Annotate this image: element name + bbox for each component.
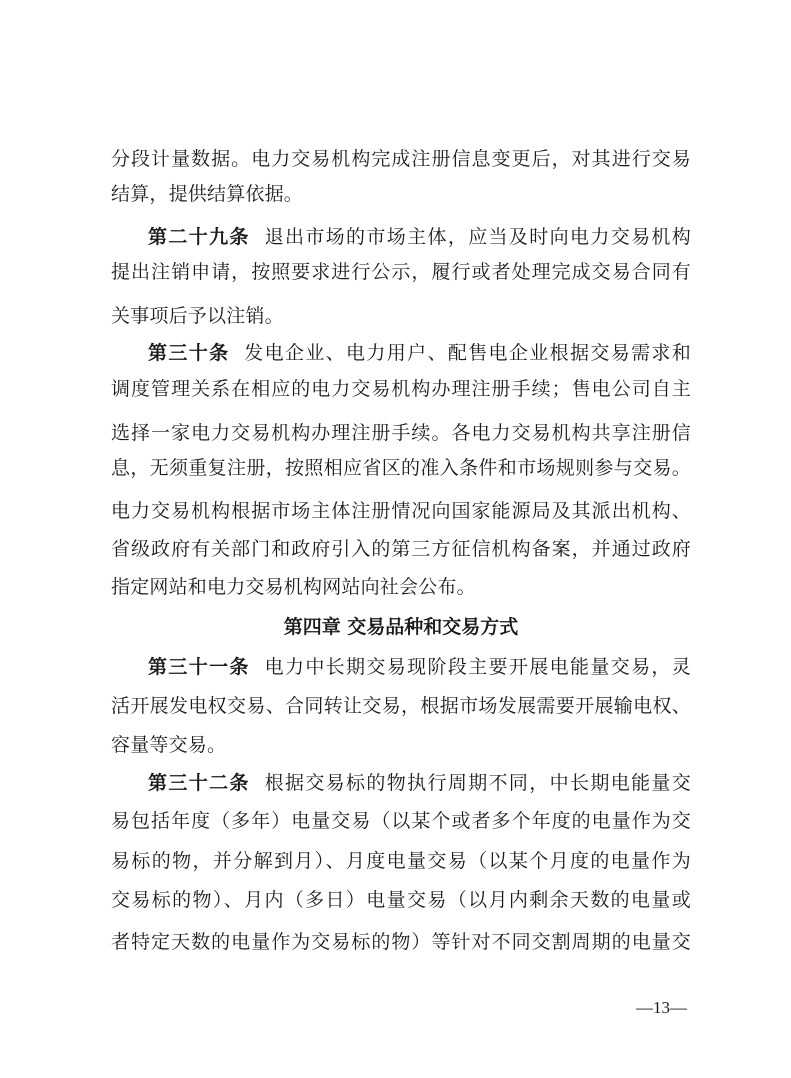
text-line: 根据交易标的物执行周期不同，中长期电能量交 — [264, 772, 691, 794]
article-label: 第三十一条 — [148, 656, 250, 678]
article-label: 第三十条 — [148, 342, 230, 364]
page-number: —13— — [636, 998, 687, 1017]
text-line: 指定网站和电力交易机构网站向社会公布。 — [111, 576, 476, 598]
text-line: 交易标的物）、月内（多日）电量交易（以月内剩余天数的电量或 — [111, 889, 691, 911]
text-line: 容量等交易。 — [111, 734, 227, 756]
text-line: 息，无须重复注册，按照相应省区的准入条件和市场规则参与交易。 — [111, 457, 691, 479]
text-line: 分段计量数据。电力交易机构完成注册信息变更后，对其进行交易 — [111, 148, 691, 170]
text-line: 易标的物，并分解到月）、月度电量交易（以某个月度的电量作为 — [111, 850, 691, 872]
article-label: 第三十二条 — [148, 772, 250, 794]
article-paragraph-29 — [148, 225, 691, 249]
text-line: 退出市场的市场主体，应当及时向电力交易机构 — [264, 226, 691, 248]
text-line: 关事项后予以注销。 — [111, 305, 284, 327]
article-paragraph-31 — [148, 655, 691, 679]
article-paragraph-30 — [148, 341, 691, 365]
text-line: 易包括年度（多年）电量交易（以某个或者多个年度的电量作为交 — [111, 810, 691, 832]
text-line: 发电企业、电力用户、配售电企业根据交易需求和 — [244, 342, 691, 364]
text-line: 电力交易机构根据市场主体注册情况向国家能源局及其派出机构、 — [111, 500, 691, 522]
text-line: 结算，提供结算依据。 — [111, 183, 304, 205]
text-line: 调度管理关系在相应的电力交易机构办理注册手续；售电公司自主 — [111, 378, 691, 400]
text-line: 者特定天数的电量作为交易标的物）等针对不同交割周期的电量交 — [111, 931, 691, 953]
text-line: 活开展发电权交易、合同转让交易，根据市场发展需要开展输电权、 — [111, 695, 691, 717]
text-line: 选择一家电力交易机构办理注册手续。各电力交易机构共享注册信 — [111, 422, 691, 444]
text-line: 提出注销申请，按照要求进行公示，履行或者处理完成交易合同有 — [111, 261, 691, 283]
text-line: 省级政府有关部门和政府引入的第三方征信机构备案，并通过政府 — [111, 538, 691, 560]
chapter-heading: 第四章 交易品种和交易方式 — [283, 616, 519, 638]
article-paragraph-32 — [148, 771, 691, 795]
text-line: 电力中长期交易现阶段主要开展电能量交易，灵 — [264, 656, 691, 678]
article-label: 第二十九条 — [148, 226, 250, 248]
